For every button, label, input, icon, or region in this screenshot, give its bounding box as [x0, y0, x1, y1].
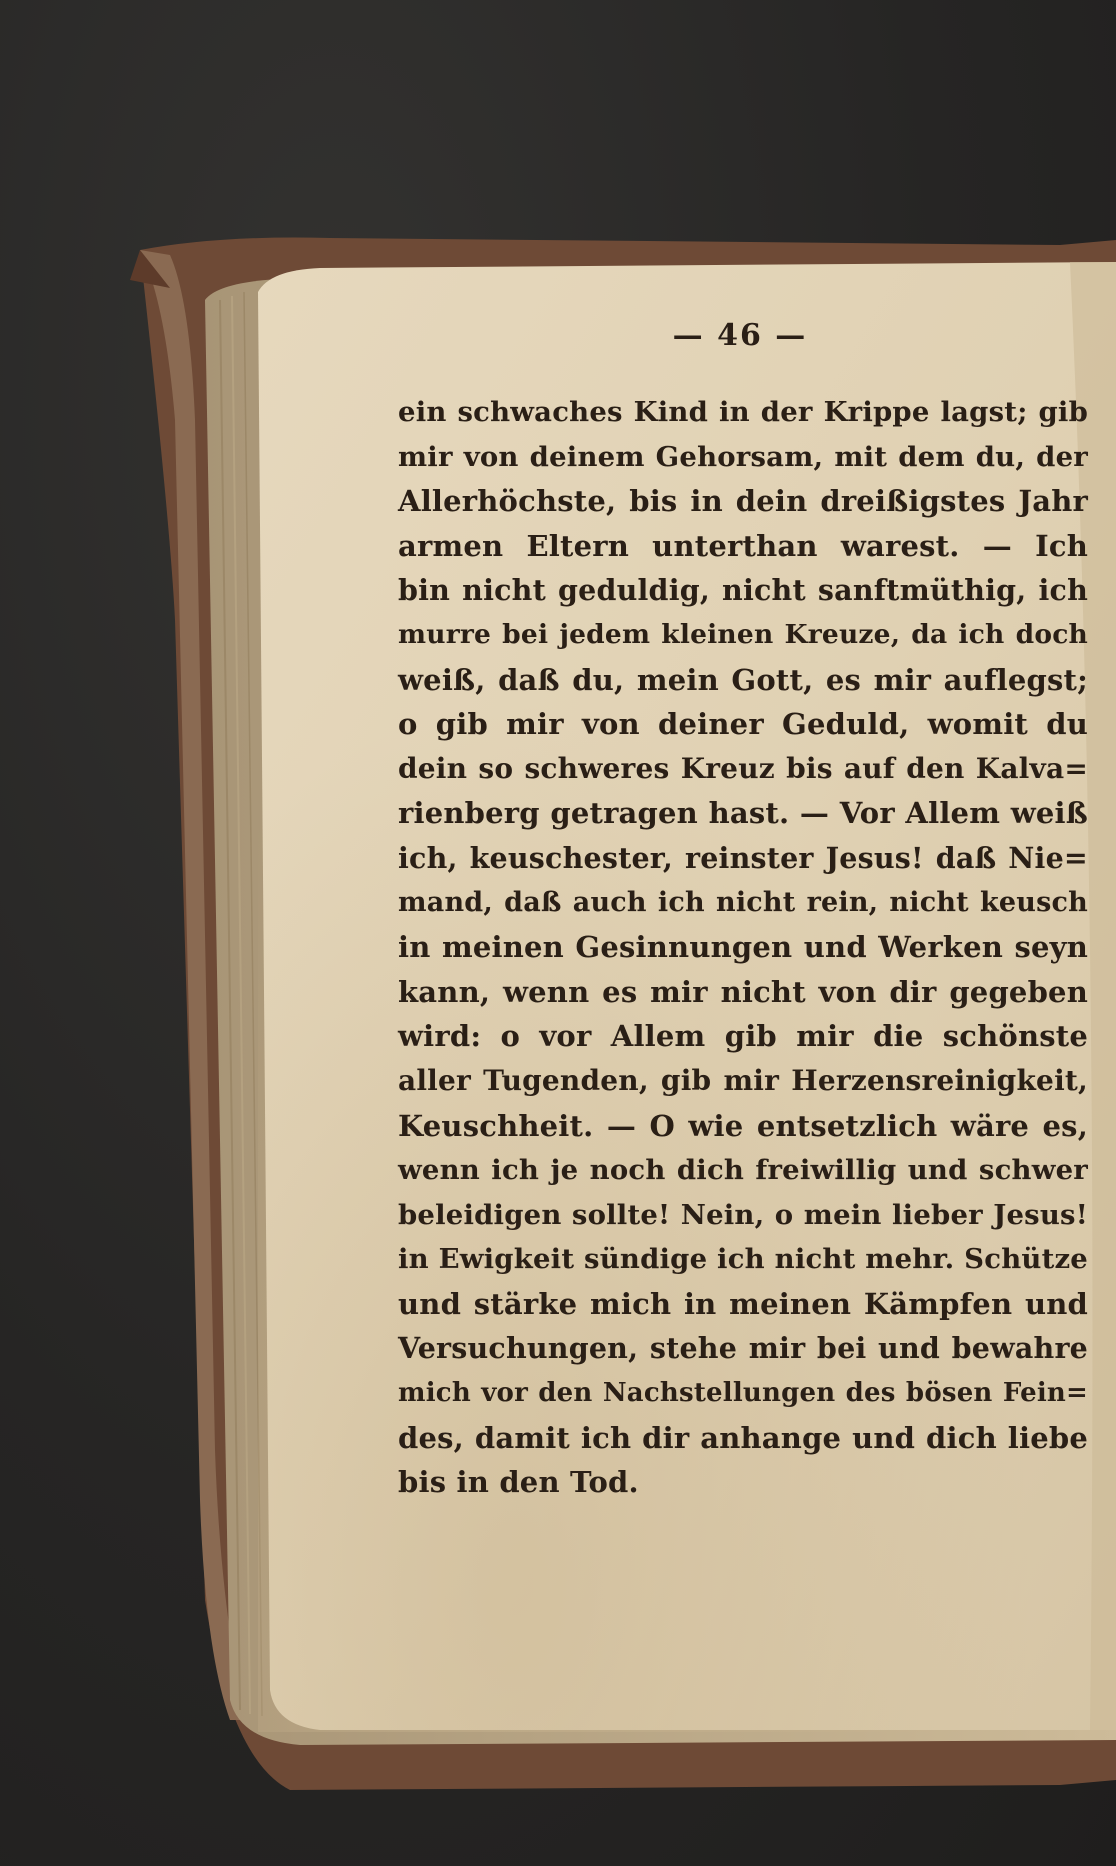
- page-number: — 46 —: [672, 318, 808, 353]
- text-line: mand, daß auch ich nicht rein, nicht keusch: [398, 886, 1088, 918]
- text-line: wenn ich je noch dich freiwillig und schwer: [398, 1154, 1088, 1187]
- text-line: beleidigen sollte! Nein, o mein lieber Jesus!: [398, 1198, 1088, 1231]
- text-line: Versuchungen, stehe mir bei und bewahre: [398, 1331, 1088, 1366]
- text-line: weiß, daß du, mein Gott, es mir auflegst;: [398, 662, 1088, 697]
- text-line: murre bei jedem kleinen Kreuze, da ich doch: [398, 618, 1088, 650]
- text-line: kann, wenn es mir nicht von dir gegeben: [398, 974, 1088, 1009]
- text-line: Allerhöchste, bis in dein dreißigstes Jahr: [398, 484, 1088, 519]
- text-line: wird: o vor Allem gib mir die schönste: [398, 1019, 1088, 1054]
- text-line: in meinen Gesinnungen und Werken seyn: [398, 930, 1088, 965]
- text-line: des, damit ich dir anhange und dich liebe: [398, 1420, 1088, 1455]
- text-line: Keuschheit. — O wie entsetzlich wäre es,: [398, 1108, 1088, 1143]
- text-line: bin nicht geduldig, nicht sanftmüthig, ich: [398, 573, 1088, 608]
- text-line: bis in den Tod.: [398, 1465, 639, 1500]
- text-line: mich vor den Nachstellungen des bösen Fein=: [398, 1378, 1088, 1409]
- text-line: aller Tugenden, gib mir Herzensreinigkeit,: [398, 1063, 1088, 1097]
- text-line: o gib mir von deiner Geduld, womit du: [398, 707, 1088, 742]
- page-body-text: [398, 390, 1088, 1505]
- text-line: rienberg getragen hast. — Vor Allem weiß: [398, 796, 1088, 831]
- text-line: mir von deinem Gehorsam, mit dem du, der: [398, 440, 1088, 473]
- text-line: armen Eltern unterthan warest. — Ich: [398, 528, 1088, 563]
- text-line: und stärke mich in meinen Kämpfen und: [398, 1286, 1088, 1321]
- text-line: ein schwaches Kind in der Krippe lagst; gib: [398, 396, 1088, 428]
- text-line: in Ewigkeit sündige ich nicht mehr. Schütze: [398, 1243, 1088, 1276]
- text-line: dein so schweres Kreuz bis auf den Kalva=: [398, 751, 1088, 785]
- text-line: ich, keuschester, reinster Jesus! daß Nie=: [398, 840, 1088, 875]
